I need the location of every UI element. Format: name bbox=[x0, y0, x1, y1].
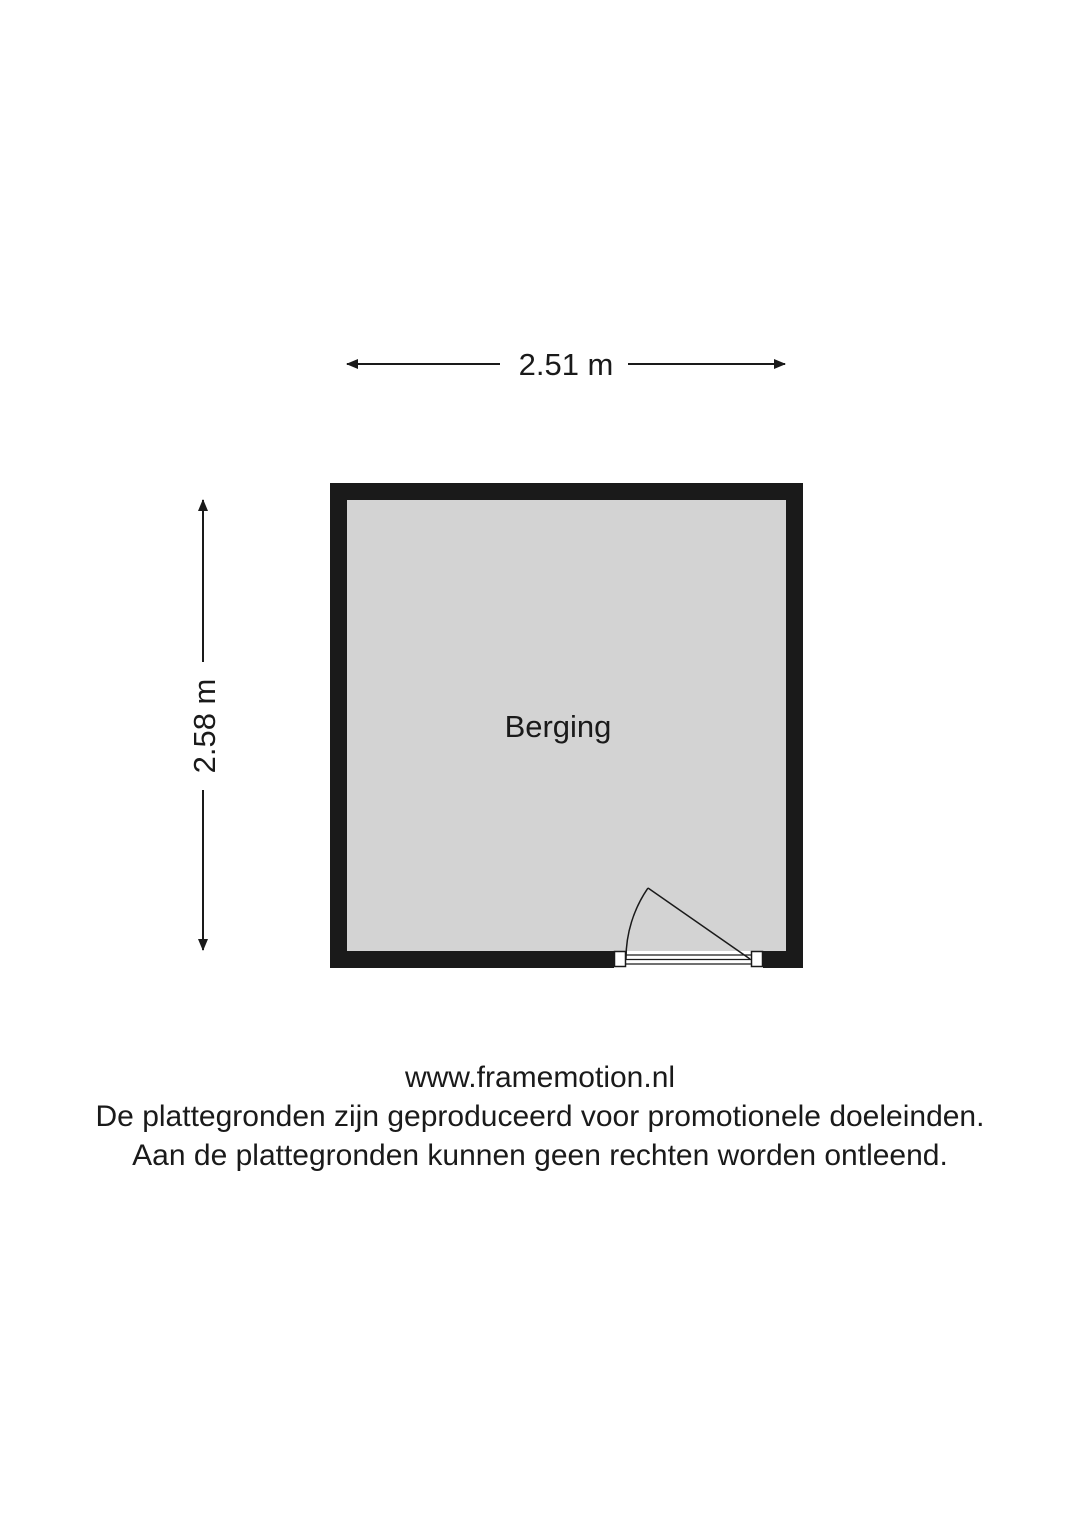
footer bbox=[0, 1058, 1080, 1175]
disclaimer-line-2: Aan de plattegronden kunnen geen rechten worden ontleend. bbox=[132, 1139, 948, 1172]
door-jamb-right bbox=[752, 952, 763, 967]
width-dimension-label: 2.51 m bbox=[518, 347, 614, 382]
room-name-label: Berging bbox=[504, 709, 612, 744]
disclaimer-line-1: De plattegronden zijn geproduceerd voor promotionele doeleinden. bbox=[95, 1100, 985, 1133]
width-dimension bbox=[347, 347, 785, 382]
height-dimension-label: 2.58 m bbox=[187, 678, 222, 774]
door-jamb-left bbox=[615, 952, 626, 967]
height-dimension bbox=[187, 500, 222, 950]
room-berging bbox=[330, 483, 803, 968]
website-link: www.framemotion.nl bbox=[404, 1061, 676, 1094]
